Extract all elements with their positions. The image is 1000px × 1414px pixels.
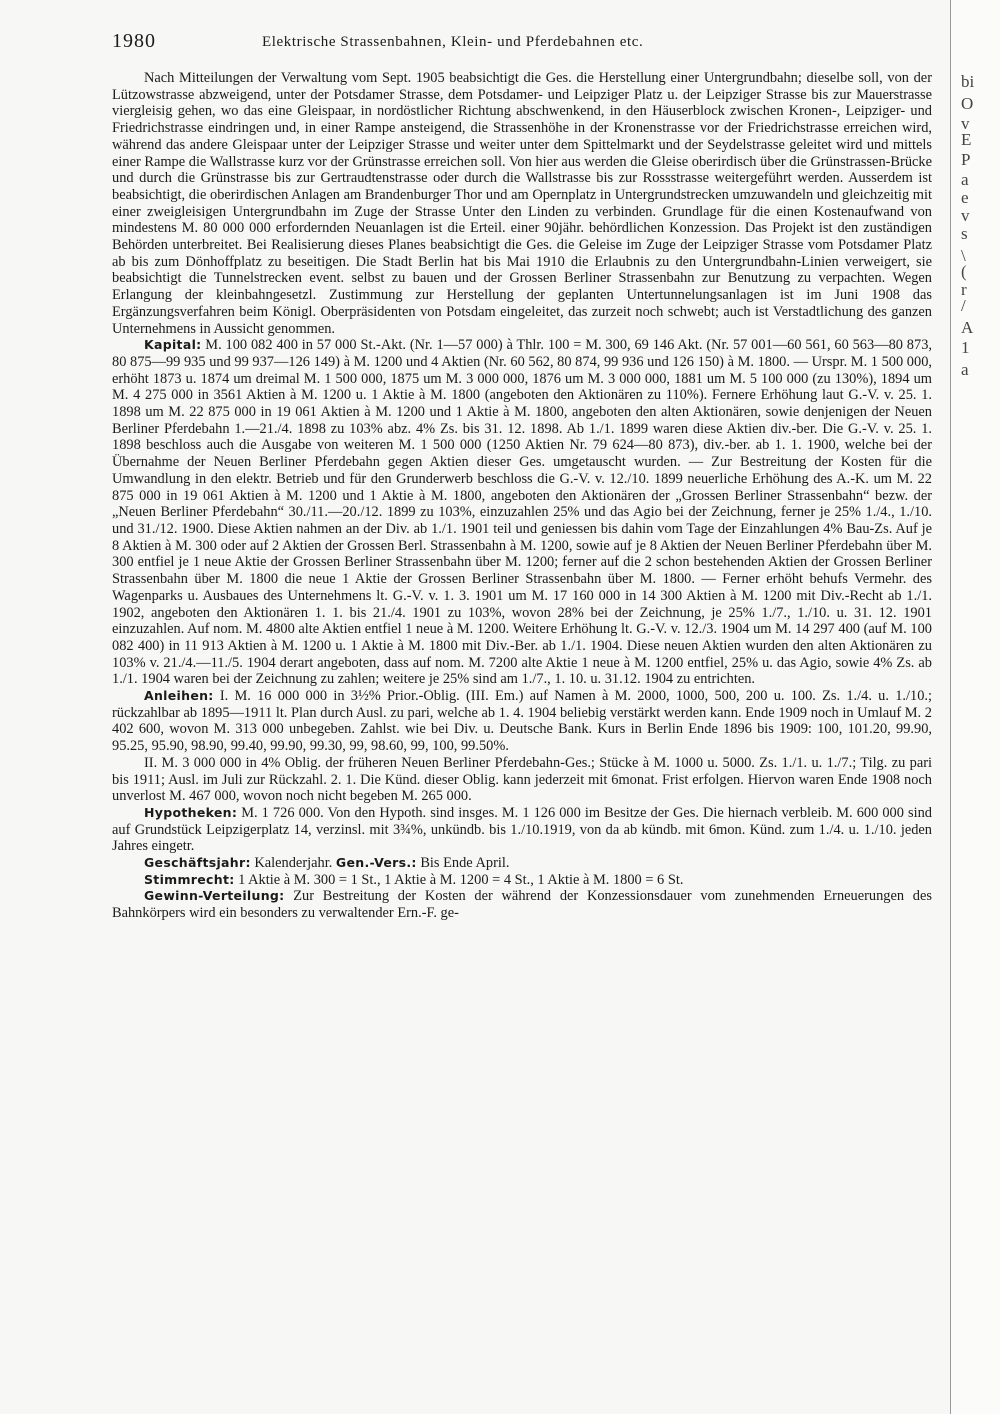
gewinn-label: Gewinn-Verteilung: [144, 888, 285, 904]
hypotheken-text: M. 1 726 000. Von den Hypoth. sind insges. M. 1 126 000 im Besitze der Ges. Die hiernach verbleib. M. 600 000 sind auf Grundstück Leipzigerplatz 14, verzinsl. mit 3¾%, unkündb. bis 1./10.1919, von da ab kündb. mit 6mon. Künd. zum 1./4. u. 1./10. jeden Jahres eingetr. [112, 804, 932, 855]
adjacent-page-edge [950, 0, 1000, 1414]
hypotheken-paragraph [112, 805, 932, 855]
adjacent-page-glyph: e [961, 188, 969, 207]
adjacent-page-glyph: s [961, 224, 968, 243]
adjacent-page-glyph: 1 [961, 338, 970, 357]
page-header [112, 30, 932, 60]
anleihen-paragraph [112, 688, 932, 755]
gewinn-text: Zur Bestreitung der Kosten der während der Konzessionsdauer vom zunehmenden Erneuerungen des Bahnkörpers wird ein besonders zu verwaltender Ern.-F. ge- [112, 888, 932, 922]
body-text [112, 70, 932, 922]
adjacent-page-glyph: ( [961, 262, 967, 281]
gewinn-paragraph [112, 888, 932, 921]
adjacent-page-glyph: a [961, 170, 969, 189]
adjacent-page-glyph: r [961, 280, 967, 299]
gen-vers-label: Gen.-Vers.: [335, 855, 417, 871]
gen-vers-text: Bis Ende April. [420, 855, 510, 872]
adjacent-page-glyph: E [961, 130, 972, 149]
adjacent-page-glyph: P [961, 150, 971, 169]
kapital-paragraph [112, 337, 932, 688]
stimmrecht-paragraph [112, 872, 932, 889]
adjacent-page-glyph: A [961, 318, 974, 337]
kapital-text: M. 100 082 400 in 57 000 St.-Akt. (Nr. 1—57 000) à Thlr. 100 = M. 300, 69 146 Akt. (Nr. 57 001—60 561, 60 563—80 873, 80 875—99 935 und 99 937—126 149) à M. 1200 und 4 Aktien (Nr. 60 562, 80 874, 99 936 und 126 150) à M. 1800. — Urspr. M. 1 500 000, erhöht 1873 u. 1874 um dreimal M. 1 500 000, 1875 um M. 3 000 000, 1876 um M. 3 000 000, 1881 um M. 5 100 000 (zu 130%), 1894 um M. 4 275 000 in 3561 Aktien à M. 1200 u. 1 Aktie à M. 1800 (angeboten den Aktionären zu 110%). Fernere Erhöhung laut G.-V. v. 25. 1. 1898 um M. 22 875 000 in 19 061 Aktien à M. 1200 und 1 Aktie à M. 1800, angeboten den alten Aktionären, sowie denjenigen der Neuen Berliner Pferdebahn 1.—21./4. 1898 zu 103% abz. 4% Zs. bis 31. 12. 1898. Ab 1./1. 1899 waren diese Aktien div.-ber. Die G.-V. v. 25. 1. 1898 beschloss auch die Ausgabe von weiteren M. 1 500 000 (1250 Aktien Nr. 79 624—80 873), div.-ber. ab 1. 1. 1900, welche bei der Übernahme der Neuen Berliner Pferdebahn gegen Aktien dieser Ges. umgetauscht wurden. — Zur Bestreitung der Kosten für die Umwandlung in den elektr. Betrieb und für den Grunderwerb beschloss die G.-V. v. 12./10. 1899 neuerliche Erhöhung des A.-K. um M. 22 875 000 in 19 061 Aktien à M. 1200 und 1 Aktie à M. 1800, angeboten den Aktionären der „Grossen Berliner Strassenbahn“ bezw. der „Neuen Berliner Pferdebahn“ 30./11.—20./12. 1899 zu 103%, einzuzahlen 25% und das Agio bei der Zeichnung, ferner je 25% 1./4., 1./10. und 31./12. 1900. Diese Aktien nahmen an der Div. ab 1./1. 1901 teil und geniessen bis dahin vom Tage der Einzahlungen 4% Bau-Zs. Auf je 8 Aktien à M. 300 oder auf 2 Aktien der Grossen Berl. Strassenbahn à M. 1200, sowie auf je 8 Aktien der Neuen Berliner Pferdebahn über M. 300 entfiel je 1 neue Aktie der Grossen Berliner Strassenbahn über M. 1200; ferner auf die 2 schon bestehenden Aktien der Grossen Berliner Strassenbahn über M. 1800 die neue 1 Aktie der Grossen Berliner Strassenbahn über M. 1800. — Ferner erhöht behufs Vermehr. des Wagenparks u. Ausbaues des Unternehmens lt. G.-V. v. 1. 3. 1901 um M. 17 160 000 in 14 300 Aktien à M. 1200 mit Div.-Recht ab 1./1. 1902, angeboten den Aktionären 1. 1. bis 21./4. 1901 zu 103%, wovon 28% bei der Zeichnung, je 25% 1./7., 1./10. u. 31. 12. 1901 einzuzahlen. Auf nom. M. 4800 alte Aktien entfiel 1 neue à M. 1200. Weitere Erhöhung lt. G.-V. v. 12./3. 1904 um M. 14 297 400 (auf M. 100 082 400) in 11 913 Aktien à M. 1200 u. 1 Aktie à M. 1800 mit Div.-Ber. ab 1./1. 1904. Diese neuen Aktien wurden den alten Aktionären zu 103% v. 21./4.—11./5. 1904 derart angeboten, dass auf nom. M. 7200 alte Aktie 1 neue à M. 1200 entfiel, 25% u. das Agio, sowie 4% Zs. ab 1./1. 1904 waren bei der Zeichnung zu zahlen; weitere je 25% sind am 1./7., 1. 10. u. 31.12. 1904 zu entrichten. [112, 337, 932, 688]
anleihen-text: I. M. 16 000 000 in 3½% Prior.-Oblig. (III. Em.) auf Namen à M. 2000, 1000, 500, 200 u. 100. Zs. 1./4. u. 1./10.; rückzahlbar ab 1895—1911 lt. Plan durch Ausl. zu pari, welche ab 1. 4. 1904 beliebig verstärkt werden kann. Ende 1909 noch in Umlauf M. 2 402 600, wovon M. 313 000 unbegeben. Zahlst. wie bei Div. u. Deutsche Bank. Kurs in Berlin Ende 1896 bis 1909: 100, 101.20, 99.90, 95.25, 95.90, 98.90, 99.40, 99.90, 99.30, 99, 98.60, 99, 100, 99.50%. [112, 688, 932, 755]
kapital-label: Kapital: [144, 337, 202, 353]
hypotheken-label: Hypotheken: [144, 804, 238, 820]
geschaeftsjahr-paragraph [112, 855, 932, 872]
adjacent-page-glyph: v [961, 206, 970, 225]
page-number: 1980 [112, 30, 156, 52]
geschaeftsjahr-text: Kalenderjahr. [254, 855, 333, 872]
adjacent-page-glyph: / [961, 296, 966, 315]
adjacent-page-glyph: bi [961, 72, 975, 91]
adjacent-page-glyph: \ [961, 246, 966, 265]
adjacent-page-glyph: v [961, 114, 970, 133]
geschaeftsjahr-label: Geschäftsjahr: [144, 855, 251, 871]
running-title: Elektrische Strassenbahnen, Klein- und Pferdebahnen etc. [262, 34, 644, 50]
stimmrecht-label: Stimmrecht: [144, 871, 235, 887]
anleihen-label: Anleihen: [144, 688, 214, 704]
stimmrecht-text: 1 Aktie à M. 300 = 1 St., 1 Aktie à M. 1200 = 4 St., 1 Aktie à M. 1800 = 6 St. [238, 871, 684, 888]
adjacent-page-glyph: O [961, 94, 974, 113]
anleihen-paragraph-2: II. M. 3 000 000 in 4% Oblig. der früheren Neuen Berliner Pferdebahn-Ges.; Stücke à M. 1000 u. 5000. Zs. 1./1. u. 1./7.; Tilg. zu pari bis 1911; Ausl. im Juli zur Rückzahl. 2. 1. Die Künd. dieser Oblig. kann jederzeit mit 6monat. Frist erfolgen. Hiervon waren Ende 1908 noch unverlost M. 467 000, wovon noch nicht begeben M. 265 000. [112, 754, 932, 805]
intro-paragraph: Nach Mitteilungen der Verwaltung vom Sept. 1905 beabsichtigt die Ges. die Herstellung einer Untergrundbahn; dieselbe soll, von der Lützowstrasse abzweigend, unter der Potsdamer Strasse, dem Potsdamer- und Leipziger Platz u. der Leipziger Strasse bis zur Mauerstrasse viergleisig gehen, wo das eine Gleispaar, in nordöstlicher Richtung abschwenkend, in den Häuserblock zwischen Kronen-, Leipziger- und Friedrichstrasse eindringen und, in einer Rampe ansteigend, die Strassenhöhe in der Kronenstrasse vor der Friedrichstrasse erreichen wird, während das andere Gleispaar unter der Leipziger Strasse und weiter unter dem Spittelmarkt und der Seydelstrasse geleitet wird und mittels einer Rampe die Wallstrasse kurz vor der Grünstrasse erreichen soll. Von hier aus werden die Gleise oberirdisch über die Grünstrassen-Brücke und durch die Grünstrasse bis zur Gertraudtenstrasse oder durch die Wallstrasse bis zur Rossstrasse weitergeführt werden. Ausserdem ist beabsichtigt, die oberirdischen Anlagen am Brandenburger Thor und am Opernplatz in Untergrundstrecken umzuwandeln und gleichzeitig mit einer zweigleisigen Untergrundbahn im Zuge der Strasse Unter den Linden zu verbinden. Grundlage für die einen Kostenaufwand von mindestens M. 80 000 000 erfordernden Neuanlagen ist die Erteil. einer 90jähr. behördlichen Konzession. Das Projekt ist den zuständigen Behörden unterbreitet. Bei Realisierung dieses Planes beabsichtigt die Ges. die Geleise im Zuge der Leipziger Strasse vom Potsdamer Platz ab bis zum Dönhoffplatz zu beseitigen. Die Stadt Berlin hat bis Mai 1910 die Erlaubnis zu den Untergrundbahn-Linien verweigert, sie beabsichtigt die Tunnelstrecken event. selbst zu bauen und der Grossen Berliner Strassenbahn zur Benutzung zu verpachten. Wegen Erlangung der kleinbahngesetzl. Zustimmung zur Herstellung der geplanten Untertunnelungsanlagen ist im Juni 1908 das Ergänzungsverfahren beim Königl. Oberpräsidenten von Potsdam eingeleitet, das zurzeit noch schwebt; auch ist Verstadtlichung des ganzen Unternehmens in Aussicht genommen. [112, 70, 932, 337]
adjacent-page-glyph: a [961, 360, 969, 379]
